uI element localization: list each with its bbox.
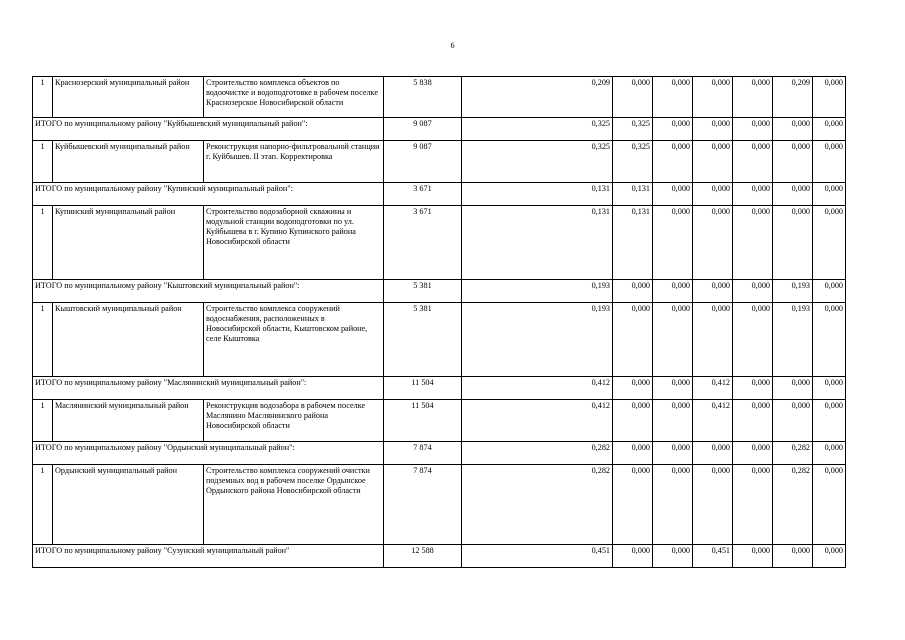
value-cell: 0,000	[653, 141, 693, 183]
total-value-cell: 0,000	[613, 377, 653, 400]
project-cell: Строительство комплекса сооружений водоснабжения, расположенных в Новосибирской области, Кыштовском районе, селе Кыштовка	[204, 303, 384, 377]
total-value-cell: 0,325	[613, 118, 653, 141]
total-cost-cell: 12 588	[384, 545, 462, 568]
total-cost-cell: 7 874	[384, 442, 462, 465]
row-number: 1	[33, 303, 53, 377]
total-row	[33, 377, 846, 400]
cost-cell: 9 087	[384, 141, 462, 183]
page-number: 6	[450, 41, 455, 50]
value-cell: 0,000	[653, 303, 693, 377]
value-cell: 0,000	[613, 400, 653, 442]
total-value-cell: 0,451	[693, 545, 733, 568]
project-cut: Новосибирской области	[259, 98, 344, 107]
total-value-cell: 0,000	[813, 442, 846, 465]
value-cell: 0,000	[813, 206, 846, 280]
district-cell: Маслянинский муниципальный район	[53, 400, 204, 442]
total-value-cell: 0,000	[693, 280, 733, 303]
total-value-cell: 0,000	[653, 442, 693, 465]
district-cell: Куйбышевский муниципальный район	[53, 141, 204, 183]
total-label: ИТОГО по муниципальному району "Ордынский муниципальный район":	[33, 442, 384, 465]
value-cell: 0,000	[613, 77, 653, 118]
row-number: 1	[33, 400, 53, 442]
total-share-cell: 0,131	[462, 183, 613, 206]
value-cell: 0,000	[733, 141, 773, 183]
total-value-cell: 0,000	[653, 118, 693, 141]
cost-cell: 5 381	[384, 303, 462, 377]
value-cell: 0,131	[613, 206, 653, 280]
row-number: 1	[33, 77, 53, 118]
value-cell: 0,000	[733, 303, 773, 377]
project-cell	[204, 77, 384, 118]
total-value-cell: 0,000	[613, 280, 653, 303]
value-cell: 0,000	[813, 400, 846, 442]
value-cell: 0,000	[733, 206, 773, 280]
total-value-cell: 0,000	[733, 545, 773, 568]
district-cell: Кыштовский муниципальный район	[53, 303, 204, 377]
share-cell: 0,131	[462, 206, 613, 280]
total-value-cell: 0,000	[653, 280, 693, 303]
total-share-cell: 0,282	[462, 442, 613, 465]
row-number: 1	[33, 465, 53, 545]
total-label: ИТОГО по муниципальному району "Куйбышевский муниципальный район":	[33, 118, 384, 141]
share-cell: 0,209	[462, 77, 613, 118]
cost-cell: 3 671	[384, 206, 462, 280]
value-cell: 0,000	[773, 141, 813, 183]
total-row	[33, 280, 846, 303]
project-cell: Строительство комплекса сооружений очистки подземных вод в рабочем поселке Ордынское Ордынского района Новосибирской области	[204, 465, 384, 545]
total-value-cell: 0,000	[733, 377, 773, 400]
project-cell: Строительство водозаборной скважины и модульной станции водоподготовки по ул. Куйбышева в г. Купино Купинского района Новосибирской области	[204, 206, 384, 280]
project-row	[33, 465, 846, 545]
district-cell: Купинский муниципальный район	[53, 206, 204, 280]
total-value-cell: 0,000	[733, 280, 773, 303]
value-cell: 0,000	[733, 77, 773, 118]
project-row	[33, 77, 846, 118]
total-value-cell: 0,131	[613, 183, 653, 206]
total-value-cell: 0,000	[613, 442, 653, 465]
value-cell: 0,000	[813, 77, 846, 118]
district-text: Краснозерский муниципальный район	[55, 78, 190, 87]
value-cell: 0,193	[773, 303, 813, 377]
table-body	[33, 77, 846, 568]
total-label: ИТОГО по муниципальному району "Сузунский муниципальный район"	[33, 545, 384, 568]
value-cell: 0,000	[653, 206, 693, 280]
district-cell	[53, 77, 204, 118]
total-value-cell: 0,000	[813, 545, 846, 568]
project-text	[206, 78, 381, 116]
project-row	[33, 206, 846, 280]
total-value-cell: 0,000	[693, 183, 733, 206]
project-row	[33, 400, 846, 442]
value-cell: 0,000	[773, 206, 813, 280]
value-cell: 0,412	[693, 400, 733, 442]
project-cell: Реконструкция напорно-фильтровальной станции г. Куйбышев. II этап. Корректировка	[204, 141, 384, 183]
total-row	[33, 442, 846, 465]
value-cell: 0,000	[653, 465, 693, 545]
share-cell: 0,193	[462, 303, 613, 377]
value-cell: 0,000	[813, 141, 846, 183]
total-share-cell: 0,193	[462, 280, 613, 303]
value-cell: 0,000	[773, 400, 813, 442]
value-cell: 0,000	[733, 465, 773, 545]
value-cell: 0,282	[773, 465, 813, 545]
total-value-cell: 0,000	[653, 545, 693, 568]
total-share-cell: 0,412	[462, 377, 613, 400]
total-value-cell: 0,000	[653, 183, 693, 206]
value-cell: 0,000	[693, 465, 733, 545]
total-cost-cell: 3 671	[384, 183, 462, 206]
total-value-cell: 0,000	[733, 442, 773, 465]
total-value-cell: 0,000	[733, 118, 773, 141]
value-cell: 0,000	[733, 400, 773, 442]
total-share-cell: 0,451	[462, 545, 613, 568]
value-cell: 0,000	[653, 400, 693, 442]
total-share-cell: 0,325	[462, 118, 613, 141]
total-value-cell: 0,000	[813, 183, 846, 206]
value-cell: 0,000	[813, 465, 846, 545]
total-value-cell: 0,000	[773, 545, 813, 568]
total-value-cell: 0,000	[813, 280, 846, 303]
project-row	[33, 141, 846, 183]
value-cell: 0,000	[693, 206, 733, 280]
row-number: 1	[33, 206, 53, 280]
value-cell: 0,000	[653, 77, 693, 118]
total-value-cell: 0,193	[773, 280, 813, 303]
total-value-cell: 0,412	[693, 377, 733, 400]
total-label: ИТОГО по муниципальному району "Кыштовский муниципальный район":	[33, 280, 384, 303]
total-value-cell: 0,000	[693, 118, 733, 141]
total-label: ИТОГО по муниципальному району "Купинский муниципальный район":	[33, 183, 384, 206]
total-value-cell: 0,000	[813, 377, 846, 400]
value-cell: 0,000	[693, 77, 733, 118]
total-row	[33, 118, 846, 141]
total-value-cell: 0,000	[773, 118, 813, 141]
total-value-cell: 0,000	[773, 183, 813, 206]
value-cell: 0,000	[693, 141, 733, 183]
total-label: ИТОГО по муниципальному району "Маслянинский муниципальный район":	[33, 377, 384, 400]
total-value-cell: 0,000	[693, 442, 733, 465]
total-value-cell: 0,000	[613, 545, 653, 568]
total-cost-cell: 9 087	[384, 118, 462, 141]
total-row	[33, 183, 846, 206]
row-number: 1	[33, 141, 53, 183]
value-cell: 0,000	[613, 465, 653, 545]
cost-cell: 11 504	[384, 400, 462, 442]
total-value-cell: 0,000	[813, 118, 846, 141]
total-row	[33, 545, 846, 568]
investment-table	[32, 76, 846, 568]
total-cost-cell: 11 504	[384, 377, 462, 400]
project-cell: Реконструкция водозабора в рабочем поселке Маслянино Маслянинского района Новосибирской области	[204, 400, 384, 442]
share-cell: 0,325	[462, 141, 613, 183]
district-cell: Ордынский муниципальный район	[53, 465, 204, 545]
total-value-cell: 0,000	[733, 183, 773, 206]
cost-cell: 5 838	[384, 77, 462, 118]
total-value-cell: 0,282	[773, 442, 813, 465]
total-cost-cell: 5 381	[384, 280, 462, 303]
value-cell: 0,000	[813, 303, 846, 377]
total-value-cell: 0,000	[653, 377, 693, 400]
value-cell: 0,325	[613, 141, 653, 183]
value-cell: 0,000	[693, 303, 733, 377]
project-visible: Строительство комплекса объектов по водоочистке и водоподготовке в рабочем поселке Краснозерское	[206, 78, 378, 107]
total-value-cell: 0,000	[773, 377, 813, 400]
value-cell: 0,209	[773, 77, 813, 118]
project-row	[33, 303, 846, 377]
cost-cell: 7 874	[384, 465, 462, 545]
share-cell: 0,282	[462, 465, 613, 545]
value-cell: 0,000	[613, 303, 653, 377]
share-cell: 0,412	[462, 400, 613, 442]
